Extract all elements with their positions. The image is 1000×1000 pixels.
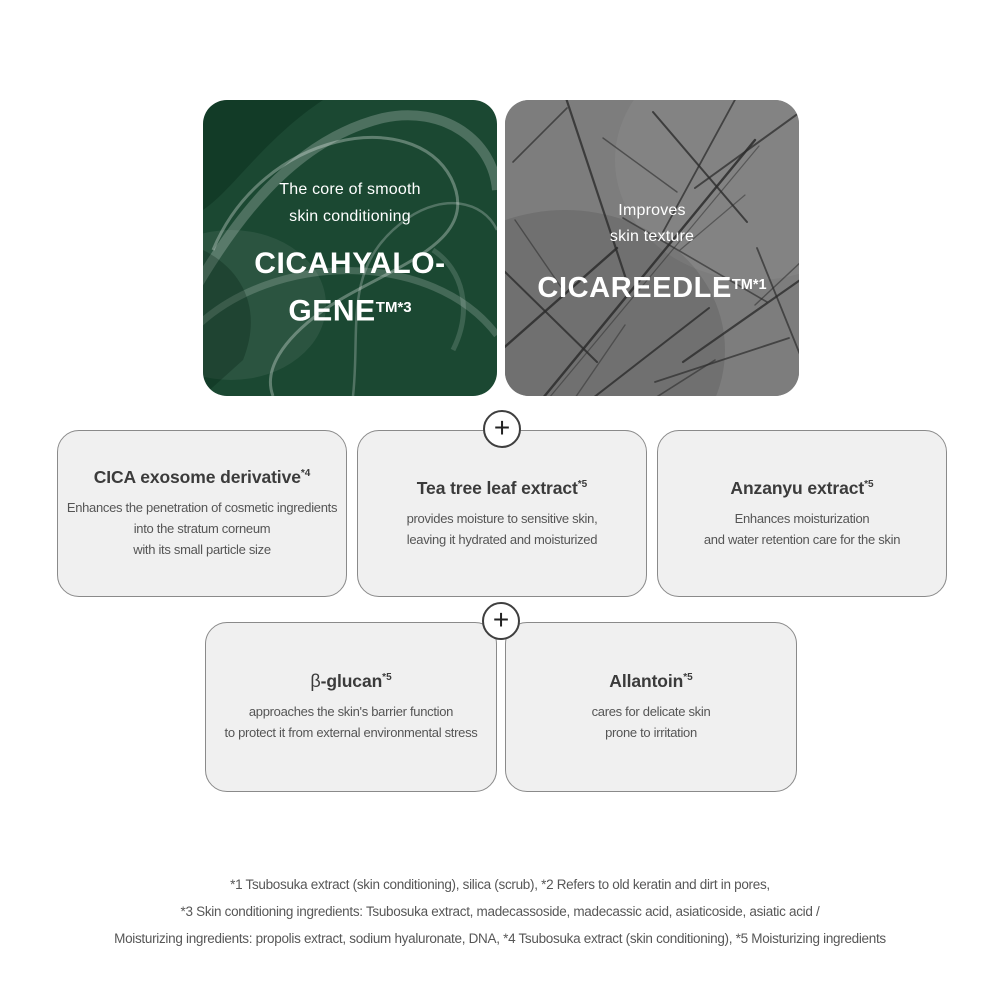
green-card-text <box>203 176 497 333</box>
hero-card-cicahyalogene <box>203 100 497 396</box>
ingredient-title <box>417 478 587 499</box>
ingredient-title <box>730 478 873 499</box>
footnote-marker: *5 <box>577 478 588 490</box>
description-line: to protect it from external environmental stress <box>224 725 478 740</box>
green-card-subtitle-line1: The core of smooth <box>279 181 421 198</box>
ingredient-card-cica-exosome <box>57 430 347 597</box>
footnote-line: Moisturizing ingredients: propolis extract, sodium hyaluronate, DNA, *4 Tsubosuka extract (skin conditioning), *5 Moisturizing ingredients <box>114 931 886 946</box>
trademark-superscript: TM*3 <box>375 299 412 316</box>
hero-card-cicareedle <box>505 100 799 396</box>
ingredient-title <box>94 467 311 488</box>
description-line: cares for delicate skin <box>591 704 711 719</box>
ingredient-description <box>704 508 900 550</box>
gray-card-subtitle-line1: Improves <box>618 202 686 219</box>
ingredient-card-tea-tree <box>357 430 647 597</box>
plus-connector-icon: + <box>482 602 520 640</box>
ingredient-title-text: CICA exosome derivative <box>93 467 301 487</box>
gray-card-subtitle-line2: skin texture <box>609 228 695 245</box>
footnote-marker: *5 <box>382 672 392 683</box>
ingredient-description <box>407 508 598 550</box>
description-line: provides moisture to sensitive skin, <box>406 510 598 526</box>
plus-connector-icon: + <box>483 410 521 448</box>
description-line: with its small particle size <box>133 542 271 557</box>
green-card-title-line2: GENE <box>288 294 376 328</box>
ingredient-card-allantoin <box>505 622 797 792</box>
ingredient-card-anzanyu <box>657 430 947 597</box>
description-line: into the stratum corneum <box>133 521 271 536</box>
gray-card-title-text: CICAREEDLE <box>537 271 732 304</box>
green-card-subtitle-line2: skin conditioning <box>289 208 411 225</box>
ingredient-description <box>225 701 478 743</box>
gray-card-title <box>505 265 799 308</box>
footnotes <box>0 871 1000 952</box>
description-line: approaches the skin's barrier function <box>248 704 454 719</box>
ingredient-description <box>67 497 337 560</box>
description-line: Enhances the penetration of cosmetic ingredients <box>66 500 338 515</box>
footnote-line: *3 Skin conditioning ingredients: Tsubosuka extract, madecassoside, madecassic acid, asiaticoside, asiatic acid / <box>180 904 820 919</box>
description-line: prone to irritation <box>605 725 697 740</box>
footnote-line: *1 Tsubosuka extract (skin conditioning), silica (scrub), *2 Refers to old keratin and dirt in pores, <box>230 877 770 892</box>
description-line: leaving it hydrated and moisturized <box>406 531 598 547</box>
gray-card-text <box>505 198 799 308</box>
beta-symbol: β <box>310 671 321 691</box>
ingredient-title <box>310 671 391 692</box>
footnote-marker: *5 <box>683 672 693 683</box>
ingredient-description <box>592 701 711 743</box>
footnote-marker: *5 <box>864 478 874 490</box>
green-card-title <box>203 242 497 333</box>
ingredient-title-text: Anzanyu extract <box>730 477 865 498</box>
ingredient-title-text: Allantoin <box>609 671 684 691</box>
green-card-title-line1: CICAHYALO- <box>254 247 446 280</box>
ingredient-title-text: -glucan <box>320 671 383 691</box>
ingredient-title-text: Tea tree leaf extract <box>416 477 578 498</box>
description-line: and water retention care for the skin <box>703 531 901 547</box>
footnote-marker: *4 <box>300 468 311 479</box>
trademark-superscript: TM*1 <box>731 277 767 293</box>
ingredient-title <box>609 671 692 692</box>
description-line: Enhances moisturization <box>734 510 870 526</box>
ingredient-card-beta-glucan <box>205 622 497 792</box>
